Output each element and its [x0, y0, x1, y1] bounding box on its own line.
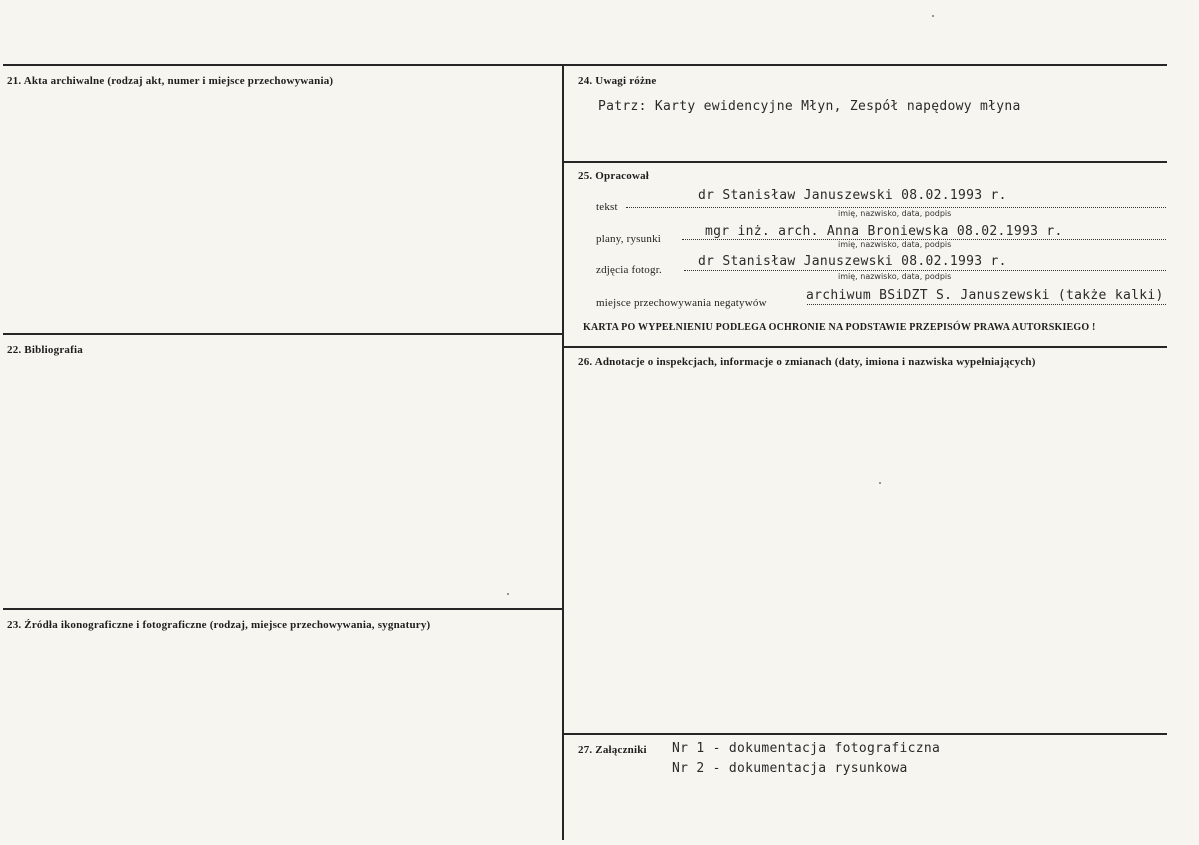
section-23-label: 23. Źródła ikonograficzne i fotograficzne (rodzaj, miejsce przechowywania, sygnatury) [7, 619, 431, 631]
field-plans-label: plany, rysunki [596, 233, 662, 245]
rule-26-27 [563, 733, 1167, 735]
section-26-label: 26. Adnotacje o inspekcjach, informacje o zmianach (daty, imiona i nazwiska wypełniających) [578, 356, 1036, 368]
paper-speck [879, 482, 881, 484]
section-21-label: 21. Akta archiwalne (rodzaj akt, numer i miejsce przechowywania) [7, 75, 334, 87]
field-text-value: dr Stanisław Januszewski 08.02.1993 r. [698, 188, 1007, 203]
copyright-notice: KARTA PO WYPEŁNIENIU PODLEGA OCHRONIE NA PODSTAWIE PRZEPISÓW PRAWA AUTORSKIEGO ! [583, 322, 1096, 333]
top-rule [3, 64, 1167, 66]
field-photos-label: zdjęcia fotogr. [596, 264, 662, 276]
paper-speck [507, 593, 509, 595]
field-text-hint: imię, nazwisko, data, podpis [838, 209, 952, 218]
field-photos-value: dr Stanisław Januszewski 08.02.1993 r. [698, 254, 1007, 269]
field-text-label: tekst [596, 201, 618, 213]
attachment-item-2: Nr 2 - dokumentacja rysunkowa [672, 761, 908, 776]
center-divider [562, 65, 564, 840]
rule-25-26 [563, 346, 1167, 348]
attachment-item-1: Nr 1 - dokumentacja fotograficzna [672, 741, 941, 756]
section-25-label: 25. Opracował [578, 170, 650, 182]
section-27-label: 27. Załączniki [578, 744, 647, 756]
field-negatives-value: archiwum BSiDZT S. Januszewski (także kalki) [806, 288, 1164, 303]
field-photos-hint: imię, nazwisko, data, podpis [838, 272, 952, 281]
rule-24-25 [563, 161, 1167, 163]
section-24-label: 24. Uwagi różne [578, 75, 657, 87]
field-plans-value: mgr inż. arch. Anna Broniewska 08.02.1993 r. [705, 224, 1063, 239]
section-22-label: 22. Bibliografia [7, 344, 83, 356]
section-24-value: Patrz: Karty ewidencyjne Młyn, Zespół napędowy młyna [598, 99, 1021, 114]
rule-22-23 [3, 608, 562, 610]
field-text-dotline [626, 207, 1166, 208]
field-negatives-dotline [807, 304, 1166, 305]
field-plans-hint: imię, nazwisko, data, podpis [838, 240, 952, 249]
paper-speck [932, 15, 934, 17]
field-negatives-label: miejsce przechowywania negatywów [596, 297, 767, 309]
field-photos-dotline [684, 270, 1166, 271]
rule-21-22 [3, 333, 562, 335]
